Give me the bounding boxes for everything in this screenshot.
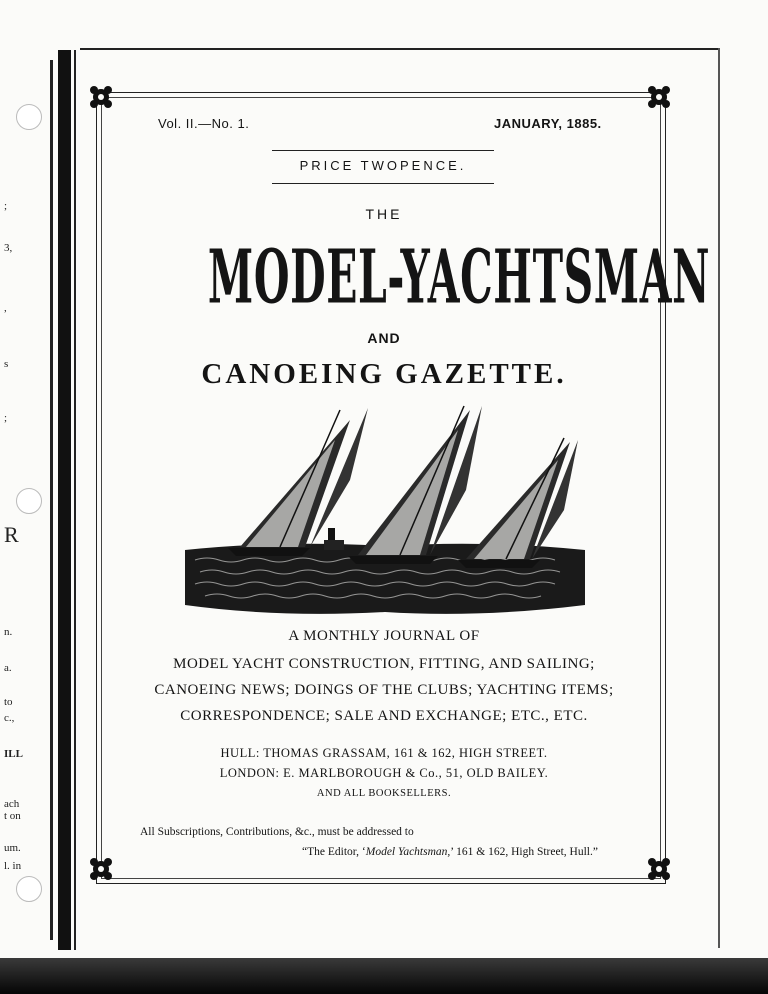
publisher-line: AND ALL BOOKSELLERS. [316,788,452,799]
corner-ornament-icon [646,84,672,110]
binding-spine-line [74,50,76,950]
description-line: CORRESPONDENCE; SALE AND EXCHANGE; ETC., ETC. [180,708,588,724]
description-line: CANOEING NEWS; DOINGS OF THE CLUBS; YACHTING ITEMS; [154,682,614,698]
publisher-line: LONDON: E. MARLBOROUGH & Co., 51, OLD BAILEY. [219,766,549,780]
masthead-subtitle: CANOEING GAZETTE. [201,358,567,390]
left-fragment: , [4,302,7,314]
punch-hole [16,488,42,514]
left-fragment: um. [4,842,21,854]
masthead-title: MODEL-YACHTSMAN [207,233,711,321]
issue-date: JANUARY, 1885. [494,116,602,131]
description-line: A MONTHLY JOURNAL OF [288,628,480,644]
left-fragment: 3, [4,242,13,254]
punch-hole [16,876,42,902]
left-fragment: ach [4,798,20,810]
left-fragment: ; [4,412,8,424]
left-fragment: t on [4,810,21,822]
address-note-line1: All Subscriptions, Contributions, &c., must be addressed to [140,826,414,838]
corner-ornament-icon [88,856,114,882]
volume-number: Vol. II.—No. 1. [158,116,250,131]
left-fragment: n. [4,626,13,638]
description-line: MODEL YACHT CONSTRUCTION, FITTING, AND SAILING; [173,656,595,672]
address-journal-name: Model Yachtsman, [365,846,451,858]
scan-bottom-shadow [0,958,768,994]
left-fragment: l. in [4,860,22,872]
left-fragment: s [4,358,9,370]
left-fragment: ILL [4,748,23,760]
binding-spine [58,50,71,950]
page-right-rule [718,48,720,948]
publisher-line: HULL: THOMAS GRASSAM, 161 & 162, HIGH STREET. [220,746,548,760]
address-suffix: ’ 161 & 162, High Street, Hull.” [450,846,598,858]
sailing-yachts-engraving-icon [180,400,590,620]
address-note-line2 [302,846,598,858]
left-fragment: a. [4,662,12,674]
price-text: PRICE TWOPENCE. [299,158,467,173]
left-fragment: R [4,522,19,547]
title-and: AND [367,330,401,346]
corner-ornament-icon [646,856,672,882]
corner-ornament-icon [88,84,114,110]
left-fragment: c., [4,712,15,724]
left-fragment: ; [4,200,8,212]
address-prefix: “The Editor, ‘ [302,846,366,858]
punch-hole [16,104,42,130]
left-fragment: to [4,696,13,708]
title-the: THE [365,206,403,222]
page-top-rule [80,48,720,50]
